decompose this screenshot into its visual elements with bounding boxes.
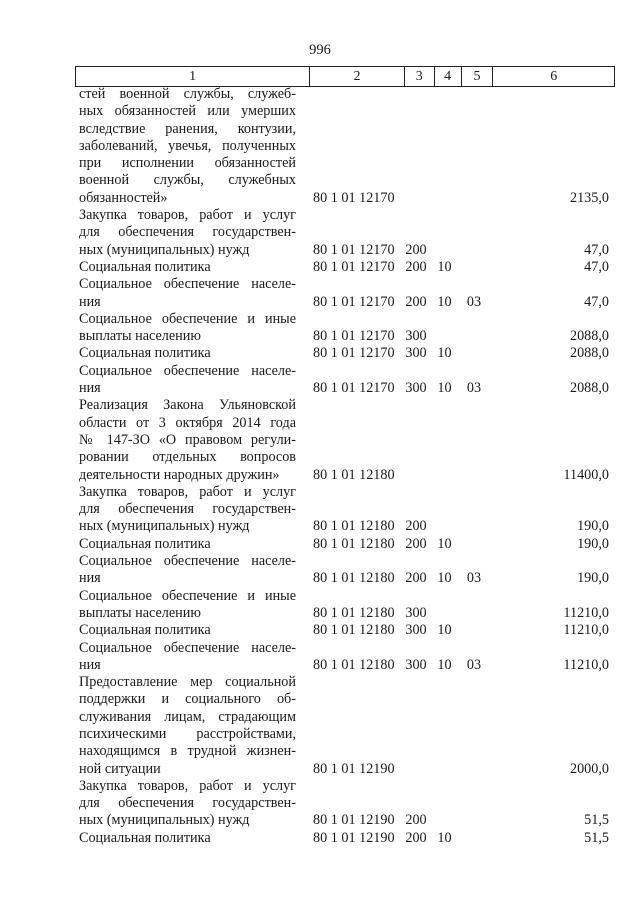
row-type: 200	[405, 293, 427, 310]
row-section: 10	[437, 258, 452, 275]
row-subsection: 03	[466, 293, 482, 310]
table-row	[75, 86, 615, 207]
description-line: для обеспечения государствен-	[79, 795, 296, 812]
row-amount: 2135,0	[569, 189, 609, 206]
description-line: при исполнении обязанностей	[79, 155, 296, 172]
description-line: Закупка товаров, работ и услуг	[79, 777, 296, 794]
row-type: 200	[405, 518, 427, 535]
row-type: 300	[405, 656, 427, 673]
table-row	[75, 830, 615, 847]
description-line: Социальное обеспечение и иные	[79, 310, 296, 327]
row-section: 10	[437, 656, 452, 673]
description-line: военной службы, служебных	[79, 172, 296, 189]
row-section: 10	[437, 535, 452, 552]
description-line: Закупка товаров, работ и услуг	[79, 483, 296, 500]
description-line: Социальная политика	[79, 258, 211, 275]
description-line: ных (муниципальных) нужд	[79, 241, 250, 258]
row-description	[75, 86, 296, 207]
description-line: для обеспечения государствен-	[79, 224, 296, 241]
table-row	[75, 276, 615, 311]
description-line: Социальное обеспечение и иные	[79, 587, 296, 604]
row-type: 200	[405, 829, 427, 846]
table-row	[75, 363, 615, 398]
header-col-5: 5	[461, 67, 493, 86]
row-subsection: 03	[466, 656, 482, 673]
row-amount: 11210,0	[563, 604, 609, 621]
table-row	[75, 311, 615, 346]
description-line: Социальная политика	[79, 622, 211, 639]
table-row	[75, 484, 615, 536]
description-line: вследствие ранения, контузии,	[79, 120, 296, 137]
row-subsection: 03	[466, 380, 482, 397]
row-description	[75, 588, 296, 623]
description-line: выплаты населению	[79, 328, 201, 345]
row-type: 200	[405, 535, 427, 552]
row-amount: 190,0	[577, 570, 609, 587]
description-line: ния	[79, 570, 101, 587]
row-description	[75, 553, 296, 588]
row-amount: 190,0	[577, 518, 609, 535]
row-amount: 2088,0	[569, 345, 609, 362]
description-line: обязанностей»	[79, 189, 168, 206]
table-body	[75, 86, 615, 847]
row-description	[75, 259, 296, 276]
description-line: Закупка товаров, работ и услуг	[79, 207, 296, 224]
row-amount: 11210,0	[563, 622, 609, 639]
row-amount: 11210,0	[563, 656, 609, 673]
row-type: 300	[405, 345, 427, 362]
row-code: 80 1 01 12170	[313, 189, 395, 206]
row-description	[75, 276, 296, 311]
row-amount: 47,0	[584, 293, 609, 310]
row-section: 10	[437, 380, 452, 397]
row-amount: 47,0	[584, 241, 609, 258]
row-description	[75, 345, 296, 362]
table-row	[75, 536, 615, 553]
row-code: 80 1 01 12190	[313, 812, 395, 829]
description-line: ния	[79, 656, 101, 673]
description-line: Социальное обеспечение населе-	[79, 639, 296, 656]
row-section: 10	[437, 570, 452, 587]
header-col-2: 2	[309, 67, 404, 86]
row-type: 300	[405, 380, 427, 397]
description-line: заболеваний, увечья, полученных	[79, 137, 296, 154]
table-row	[75, 674, 615, 778]
row-amount: 47,0	[584, 258, 609, 275]
description-line: Социальное обеспечение населе-	[79, 553, 296, 570]
description-line: поддержки и социального об-	[79, 691, 296, 708]
description-line: Реализация Закона Ульяновской	[79, 397, 296, 414]
description-line: деятельности народных дружин»	[79, 466, 280, 483]
description-line: Социальное обеспечение населе-	[79, 276, 296, 293]
table-row	[75, 588, 615, 623]
row-code: 80 1 01 12170	[313, 380, 395, 397]
row-description	[75, 311, 296, 346]
header-col-1: 1	[189, 69, 197, 84]
description-line: находящимся в трудной жизнен-	[79, 743, 296, 760]
row-amount: 2088,0	[569, 380, 609, 397]
row-description	[75, 363, 296, 398]
row-code: 80 1 01 12170	[313, 241, 395, 258]
row-type: 200	[405, 258, 427, 275]
row-section: 10	[437, 622, 452, 639]
description-line: Социальная политика	[79, 345, 211, 362]
row-code: 80 1 01 12170	[313, 258, 395, 275]
row-amount: 51,5	[584, 812, 609, 829]
description-line: ния	[79, 293, 101, 310]
row-section: 10	[437, 345, 452, 362]
row-amount: 51,5	[584, 829, 609, 846]
header-col-6: 6	[492, 67, 614, 86]
table-row	[75, 207, 615, 259]
row-type: 200	[405, 812, 427, 829]
row-description	[75, 674, 296, 778]
row-code: 80 1 01 12170	[313, 293, 395, 310]
row-code: 80 1 01 12190	[313, 829, 395, 846]
row-code: 80 1 01 12180	[313, 570, 395, 587]
description-line: ных (муниципальных) нужд	[79, 812, 250, 829]
row-code: 80 1 01 12190	[313, 760, 395, 777]
description-line: Социальная политика	[79, 535, 211, 552]
table-row	[75, 778, 615, 830]
row-description	[75, 536, 296, 553]
table-row	[75, 345, 615, 362]
row-type: 300	[405, 604, 427, 621]
description-line: ных обязанностей или умерших	[79, 103, 296, 120]
row-code: 80 1 01 12180	[313, 535, 395, 552]
header-col-3: 3	[404, 67, 434, 86]
table-header	[75, 66, 615, 87]
row-code: 80 1 01 12180	[313, 518, 395, 535]
table-row	[75, 640, 615, 675]
row-code: 80 1 01 12170	[313, 345, 395, 362]
description-line: ных (муниципальных) нужд	[79, 518, 250, 535]
row-amount: 2000,0	[569, 760, 609, 777]
description-line: для обеспечения государствен-	[79, 501, 296, 518]
description-line: Социальная политика	[79, 829, 211, 846]
row-type: 300	[405, 328, 427, 345]
row-section: 10	[437, 293, 452, 310]
row-code: 80 1 01 12170	[313, 328, 395, 345]
page-number: 996	[309, 42, 331, 58]
description-line: стей военной службы, служеб-	[79, 86, 296, 102]
row-type: 300	[405, 622, 427, 639]
description-line: ровании отдельных вопросов	[79, 449, 296, 466]
row-description	[75, 622, 296, 639]
description-line: области от 3 октября 2014 года	[79, 414, 296, 431]
row-amount: 190,0	[577, 535, 609, 552]
description-line: Предоставление мер социальной	[79, 674, 296, 691]
description-line: ной ситуации	[79, 760, 161, 777]
row-code: 80 1 01 12180	[313, 466, 395, 483]
row-section: 10	[437, 829, 452, 846]
description-line: выплаты населению	[79, 604, 201, 621]
description-line: служивания лицам, страдающим	[79, 708, 296, 725]
row-description	[75, 207, 296, 259]
row-description	[75, 484, 296, 536]
row-code: 80 1 01 12180	[313, 604, 395, 621]
row-type: 200	[405, 241, 427, 258]
row-amount: 11400,0	[563, 466, 609, 483]
row-code: 80 1 01 12180	[313, 656, 395, 673]
description-line: № 147-ЗО «О правовом регули-	[79, 431, 296, 448]
table-row	[75, 553, 615, 588]
description-line: Социальное обеспечение населе-	[79, 362, 296, 379]
table-row	[75, 259, 615, 276]
row-description	[75, 830, 296, 847]
row-type: 200	[405, 570, 427, 587]
row-subsection: 03	[466, 570, 482, 587]
table-row	[75, 397, 615, 483]
row-amount: 2088,0	[569, 328, 609, 345]
row-description	[75, 778, 296, 830]
description-line: ния	[79, 380, 101, 397]
row-code: 80 1 01 12180	[313, 622, 395, 639]
row-description	[75, 397, 296, 483]
header-col-4: 4	[434, 67, 461, 86]
table-row	[75, 622, 615, 639]
row-description	[75, 640, 296, 675]
description-line: психическими расстройствами,	[79, 725, 296, 742]
